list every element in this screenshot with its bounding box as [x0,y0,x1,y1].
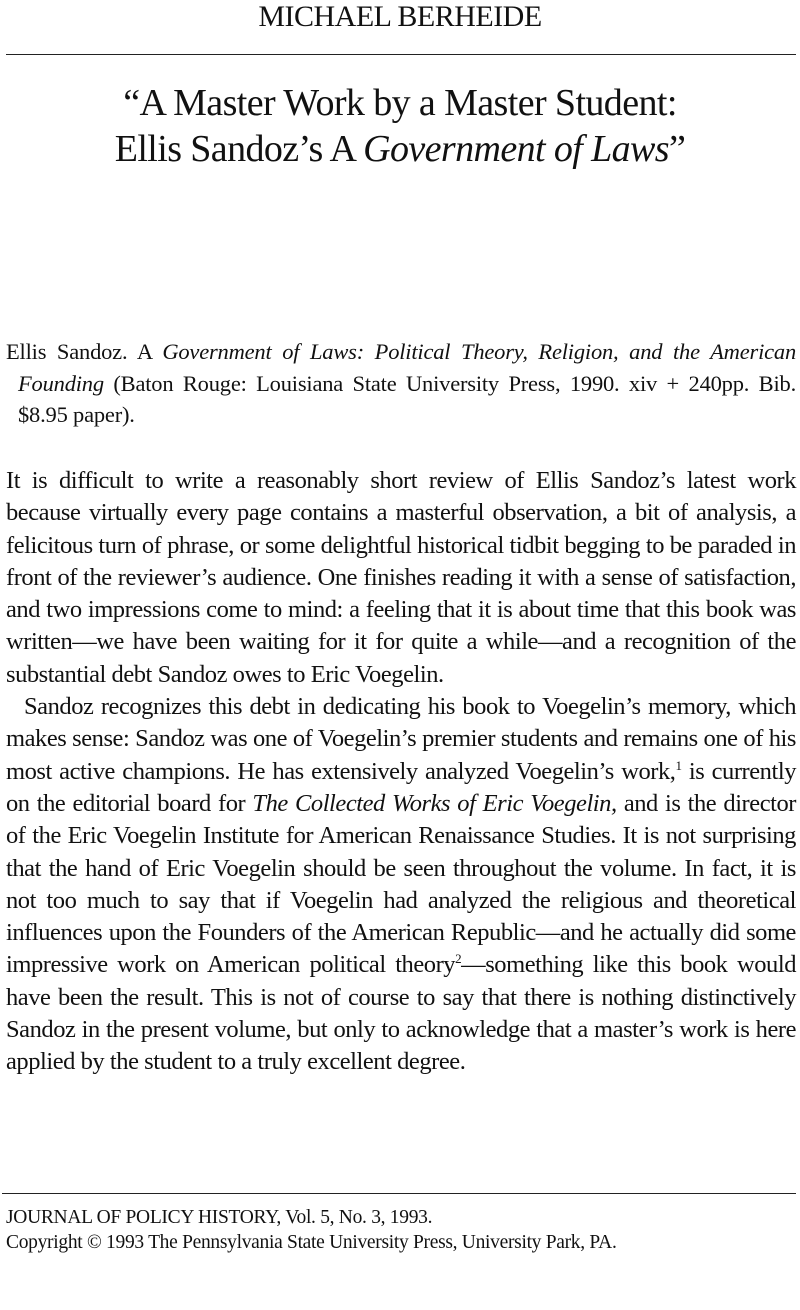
copyright-line: Copyright © 1993 The Pennsylvania State University Press, University Park, PA. [6,1232,617,1253]
footer-rule [2,1193,796,1194]
review-body [6,465,796,1079]
paragraph-2-text: Sandoz recognizes this debt in dedicating his book to Voegelin’s memory, which makes sense: Sandoz was one of Voegelin’s premier students and remains one of his most active champions. He has extensively analyzed Voegelin’s work, [6,693,796,785]
citation-book-title: Government of Laws: Political Theory, Religion, and the American Founding [18,339,797,396]
citation-publication: (Baton Rouge: Louisiana State University Press, 1990. xiv + 240pp. Bib. $8.95 paper). [18,370,796,427]
title-book-name: Government of Laws [363,128,669,170]
running-head-author: MICHAEL BERHEIDE [258,0,542,33]
title-close-quote: ” [669,128,686,170]
paragraph-2-text: is currently on the editorial board for [6,757,796,817]
header-rule [6,54,796,55]
book-citation [6,336,796,431]
footnote-ref-2[interactable]: 2 [455,951,462,967]
journal-info: JOURNAL OF POLICY HISTORY, Vol. 5, No. 3, 1993. [6,1207,433,1228]
paragraph-2-text: and is the director of the Eric Voegelin Institute for American Renaissance Studies. It is not surprising that the hand of Eric Voegelin should be seen throughout the volume. In fact, it is not too much to say that if Voegelin had analyzed the religious and theoretical influences upon the Founders of the American Republic—and he actually did some impressive work on American political theory [6,789,796,979]
paragraph-1: It is difficult to write a reasonably short review of Ellis Sandoz’s latest work because virtually every page contains a masterful observation, a bit of analysis, a felicitous turn of phrase, or some delightful historical tidbit begging to be paraded in front of the reviewer’s audience. One finishes reading it with a sense of satisfaction, and two impressions come to mind: a feeling that it is about time that this book was written—we have been waiting for it for quite a while—and a recognition of the substantial debt Sandoz owes to Eric Voegelin. [6,467,796,688]
page-footer [6,1205,796,1255]
paragraph-2 [6,691,796,1079]
footnote-ref-1[interactable]: 1 [675,757,682,773]
title-line-2-prefix: Ellis Sandoz’s A [114,128,364,170]
paragraph-2-text: —something like this book would have been the result. This is not of course to say that there is nothing distinctively Sandoz in the present volume, but only to acknowledge that a master’s work is here applied by the student to a truly excellent degree. [6,951,796,1076]
title-line-1: “A Master Work by a Master Student: [123,82,677,124]
citation-author: Ellis Sandoz. A [6,339,163,364]
collected-works-title: The Collected Works of Eric Voegelin, [252,789,617,817]
article-title [0,80,800,172]
